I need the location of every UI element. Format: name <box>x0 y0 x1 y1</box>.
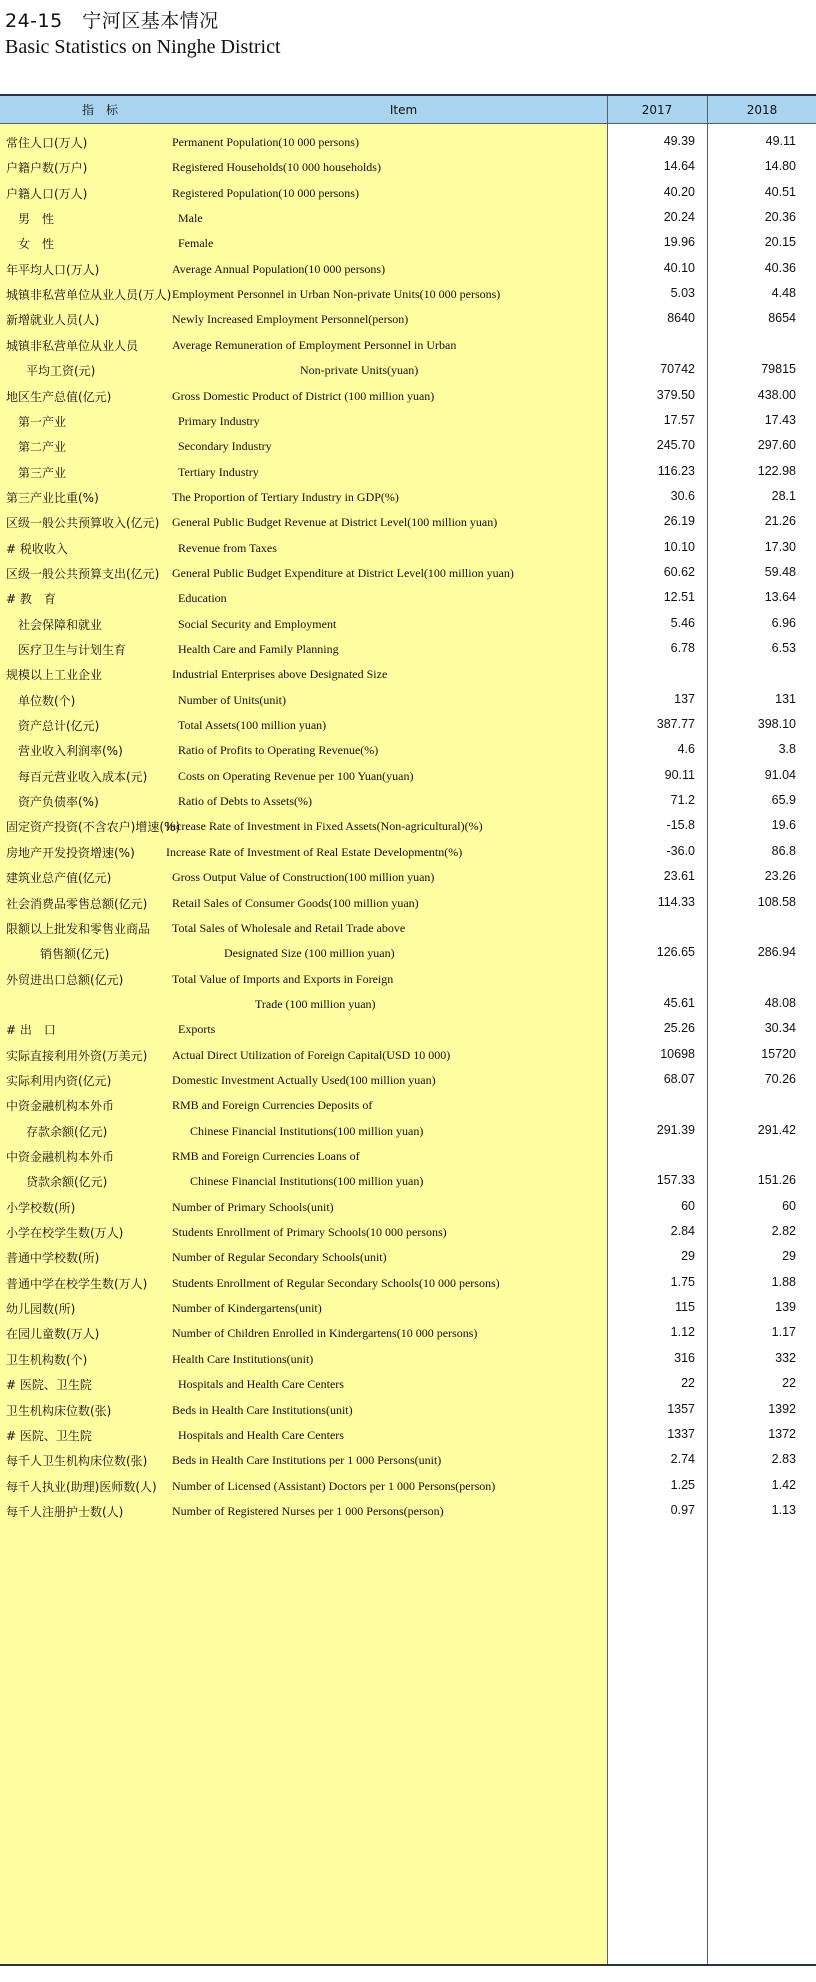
row-item-en: Female <box>178 236 214 251</box>
row-value-2017: 5.46 <box>670 615 695 630</box>
row-item-en: Primary Industry <box>178 413 260 428</box>
row-item-en: Number of Primary Schools(unit) <box>172 1199 334 1214</box>
row-value-2018: 13.64 <box>764 590 796 605</box>
row-indicator-cn: 地区生产总值(亿元) <box>6 389 112 404</box>
row-item-en: Number of Licensed (Assistant) Doctors per 1 000 Persons(person) <box>172 1478 496 1493</box>
row-value-2018: 6.53 <box>771 641 796 655</box>
table-row <box>0 1321 816 1347</box>
header-year-2017: 2017 <box>641 103 673 117</box>
row-value-2017: 379.50 <box>656 387 695 402</box>
table-row <box>0 738 816 764</box>
row-value-2018: 297.60 <box>757 438 796 453</box>
row-item-en: General Public Budget Revenue at District Level(100 million yuan) <box>172 515 498 530</box>
table-row <box>0 865 816 891</box>
row-value-2018: 4.48 <box>771 286 796 301</box>
row-indicator-cn: 第三产业 <box>18 465 67 480</box>
row-value-2018: 28.1 <box>771 488 796 503</box>
table-row <box>0 764 816 790</box>
row-value-2018: 3.8 <box>778 742 796 757</box>
table-row <box>0 460 816 486</box>
row-indicator-cn: 区级一般公共预算支出(亿元) <box>6 566 160 581</box>
table-row <box>0 384 816 410</box>
row-value-2018: 151.26 <box>757 1173 796 1188</box>
table-row <box>0 967 816 993</box>
table-row <box>0 257 816 283</box>
table-row <box>0 1296 816 1322</box>
table-row <box>0 434 816 460</box>
row-value-2017: 19.96 <box>663 235 695 250</box>
row-value-2017: 6.78 <box>670 641 695 655</box>
row-value-2018: 14.80 <box>764 159 796 174</box>
row-value-2018: 21.26 <box>764 514 796 529</box>
row-indicator-cn: 销售额(亿元) <box>40 947 110 962</box>
row-value-2018: 59.48 <box>764 564 796 579</box>
row-value-2017: 71.2 <box>670 793 695 808</box>
table-row <box>0 485 816 511</box>
row-value-2018: 438.00 <box>757 387 796 402</box>
row-value-2017: 137 <box>674 691 695 706</box>
row-indicator-cn: 第三产业比重(%) <box>6 490 99 505</box>
table-row <box>0 536 816 562</box>
table-row <box>0 1448 816 1474</box>
row-value-2017: 1.12 <box>670 1325 695 1340</box>
row-value-2018: 70.26 <box>764 1071 796 1086</box>
row-item-en: Health Care and Family Planning <box>178 642 339 656</box>
row-indicator-cn: 社会保障和就业 <box>18 617 103 632</box>
row-value-2017: 1357 <box>667 1401 695 1416</box>
row-value-2017: 316 <box>674 1350 695 1365</box>
row-indicator-cn: 每千人执业(助理)医师数(人) <box>6 1479 157 1494</box>
row-value-2017: 157.33 <box>656 1173 695 1188</box>
row-value-2018: 8654 <box>768 311 796 326</box>
row-value-2017: 90.11 <box>664 767 695 782</box>
row-item-en: Gross Output Value of Construction(100 million yuan) <box>172 870 435 885</box>
row-value-2018: 40.51 <box>764 184 796 199</box>
row-indicator-cn: 规模以上工业企业 <box>6 668 103 683</box>
table-row <box>0 612 816 638</box>
table-row <box>0 1372 816 1398</box>
row-item-en: RMB and Foreign Currencies Deposits of <box>172 1098 373 1113</box>
row-value-2018: 60 <box>782 1198 796 1213</box>
row-item-en: Costs on Operating Revenue per 100 Yuan(yuan) <box>178 768 414 783</box>
table-row <box>0 561 816 587</box>
row-value-2017: 2.74 <box>670 1452 695 1467</box>
row-indicator-cn: 小学在校学生数(万人) <box>6 1226 124 1241</box>
table-row <box>0 1169 816 1195</box>
table-row <box>0 637 816 663</box>
row-value-2018: 79815 <box>761 362 796 377</box>
row-item-en: Revenue from Taxes <box>178 540 277 555</box>
row-value-2017: 14.64 <box>663 159 695 174</box>
row-value-2018: 49.11 <box>765 134 796 148</box>
table-row <box>0 1144 816 1170</box>
row-value-2017: 1.25 <box>670 1477 695 1492</box>
row-item-en: Chinese Financial Institutions(100 million yuan) <box>190 1123 424 1138</box>
row-value-2018: 65.9 <box>771 793 796 808</box>
row-item-en: Domestic Investment Actually Used(100 million yuan) <box>172 1072 436 1087</box>
table-header <box>0 94 816 124</box>
table-row <box>0 231 816 257</box>
table-row <box>0 840 816 866</box>
row-item-en: Increase Rate of Investment in Fixed Assets(Non-agricultural)(%) <box>166 819 483 834</box>
table-row <box>0 155 816 181</box>
row-indicator-cn: # 教 育 <box>6 592 56 607</box>
row-indicator-cn: 资产总计(亿元) <box>18 719 100 734</box>
row-value-2018: 139 <box>775 1300 796 1315</box>
table-row <box>0 358 816 384</box>
row-item-en: Average Annual Population(10 000 persons) <box>172 261 386 276</box>
table-row <box>0 1245 816 1271</box>
row-item-en: Male <box>178 211 203 226</box>
row-item-en: Designated Size (100 million yuan) <box>224 946 395 961</box>
row-value-2017: 291.39 <box>656 1122 695 1137</box>
row-indicator-cn: 资产负债率(%) <box>18 795 99 810</box>
row-indicator-cn: 第二产业 <box>18 440 67 455</box>
row-indicator-cn: 卫生机构数(个) <box>6 1352 88 1367</box>
table-row <box>0 916 816 942</box>
row-item-en: Number of Children Enrolled in Kindergartens(10 000 persons) <box>172 1326 478 1341</box>
row-item-en: Total Sales of Wholesale and Retail Trade above <box>172 920 406 935</box>
row-value-2017: 60.62 <box>663 564 695 579</box>
row-value-2018: 398.10 <box>757 717 796 732</box>
row-indicator-cn: 常住人口(万人) <box>6 136 88 150</box>
row-indicator-cn: 实际利用内资(亿元) <box>6 1073 112 1088</box>
row-value-2017: 114.33 <box>657 894 695 909</box>
row-value-2018: 20.15 <box>764 235 796 250</box>
row-item-en: Industrial Enterprises above Designated Size <box>172 667 388 682</box>
row-indicator-cn: 实际直接利用外资(万美元) <box>6 1048 148 1063</box>
row-indicator-cn: 城镇非私营单位从业人员 <box>6 338 139 353</box>
row-item-en: Non-private Units(yuan) <box>300 363 419 378</box>
row-value-2017: 22 <box>681 1376 695 1391</box>
table-row <box>0 1093 816 1119</box>
row-item-en: Hospitals and Health Care Centers <box>178 1377 344 1392</box>
row-value-2018: 2.83 <box>771 1452 796 1467</box>
row-value-2018: 1.42 <box>771 1477 796 1492</box>
row-indicator-cn: 新增就业人员(人) <box>6 313 100 328</box>
row-indicator-cn: 年平均人口(万人) <box>6 262 100 277</box>
header-year-2018: 2018 <box>746 103 778 117</box>
table-row <box>0 333 816 359</box>
row-indicator-cn: 平均工资(元) <box>26 364 96 379</box>
row-value-2018: 86.8 <box>771 843 796 858</box>
row-indicator-cn: 卫生机构床位数(张) <box>6 1403 112 1418</box>
row-value-2018: 17.43 <box>764 412 796 427</box>
table-row <box>0 1195 816 1221</box>
row-item-en: Registered Households(10 000 households) <box>172 160 381 175</box>
row-value-2018: 1372 <box>768 1426 796 1441</box>
row-value-2018: 23.26 <box>764 869 796 884</box>
table-row <box>0 713 816 739</box>
table-row <box>0 1119 816 1145</box>
row-item-en: Beds in Health Care Institutions per 1 000 Persons(unit) <box>172 1453 442 1468</box>
row-indicator-cn: 营业收入利润率(%) <box>18 744 123 759</box>
row-indicator-cn: 在园儿童数(万人) <box>6 1327 100 1342</box>
row-item-en: The Proportion of Tertiary Industry in GDP(%) <box>172 489 399 504</box>
row-item-en: Number of Registered Nurses per 1 000 Persons(person) <box>172 1503 444 1518</box>
table-row <box>0 1423 816 1449</box>
table-row <box>0 992 816 1018</box>
table-row <box>0 814 816 840</box>
row-value-2018: 15720 <box>761 1046 796 1061</box>
row-value-2017: 70742 <box>660 362 695 377</box>
row-indicator-cn: 医疗卫生与计划生育 <box>18 643 127 657</box>
table-row <box>0 662 816 688</box>
row-value-2018: 22 <box>782 1376 796 1391</box>
row-item-en: Average Remuneration of Employment Personnel in Urban <box>172 337 457 352</box>
row-item-en: Retail Sales of Consumer Goods(100 million yuan) <box>172 895 419 910</box>
row-item-en: Trade (100 million yuan) <box>255 996 376 1011</box>
row-indicator-cn: 房地产开发投资增速(%) <box>6 845 135 860</box>
table-row <box>0 181 816 207</box>
row-indicator-cn: 存款余额(亿元) <box>26 1124 108 1139</box>
row-value-2017: 25.26 <box>663 1021 695 1036</box>
table-row <box>0 1271 816 1297</box>
row-value-2018: 1.13 <box>771 1502 796 1517</box>
row-value-2017: 29 <box>681 1249 695 1264</box>
row-value-2017: 126.65 <box>656 945 695 960</box>
table-row <box>0 1220 816 1246</box>
row-value-2017: 26.19 <box>663 514 695 529</box>
table-row <box>0 688 816 714</box>
row-value-2018: 1.17 <box>771 1325 796 1340</box>
row-value-2017: 23.61 <box>663 869 695 884</box>
row-indicator-cn: 单位数(个) <box>18 693 76 708</box>
row-item-en: Exports <box>178 1022 216 1037</box>
row-item-en: Secondary Industry <box>178 439 272 454</box>
row-value-2018: 2.82 <box>771 1224 796 1239</box>
row-value-2018: 291.42 <box>757 1122 796 1137</box>
row-item-en: Number of Units(unit) <box>178 692 286 707</box>
table-title-en: Basic Statistics on Ninghe District <box>5 36 281 58</box>
row-value-2018: 30.34 <box>764 1021 796 1036</box>
row-item-en: Total Assets(100 million yuan) <box>178 718 327 733</box>
table-row <box>0 586 816 612</box>
row-indicator-cn: 每千人卫生机构床位数(张) <box>6 1454 148 1469</box>
row-item-en: RMB and Foreign Currencies Loans of <box>172 1149 360 1163</box>
header-indicator: 指 标 <box>81 103 118 117</box>
row-value-2017: 4.6 <box>677 742 695 757</box>
row-indicator-cn: # 出 口 <box>6 1023 56 1038</box>
row-value-2018: 17.30 <box>764 539 796 554</box>
table-row <box>0 1398 816 1424</box>
row-indicator-cn: 外贸进出口总额(亿元) <box>6 972 124 987</box>
row-indicator-cn: # 医院、卫生院 <box>6 1378 92 1393</box>
row-item-en: Hospitals and Health Care Centers <box>178 1427 344 1442</box>
row-value-2017: 5.03 <box>670 286 695 301</box>
row-indicator-cn: 建筑业总产值(亿元) <box>6 871 112 886</box>
row-item-en: Ratio of Profits to Operating Revenue(%) <box>178 743 379 758</box>
table-row <box>0 282 816 308</box>
row-item-en: Number of Regular Secondary Schools(unit) <box>172 1250 387 1265</box>
table-row <box>0 1499 816 1525</box>
table-row <box>0 1474 816 1500</box>
row-item-en: Gross Domestic Product of District (100 million yuan) <box>172 388 435 403</box>
row-value-2017: 12.51 <box>663 590 695 605</box>
row-value-2017: 1.75 <box>670 1274 695 1289</box>
row-indicator-cn: 中资金融机构本外币 <box>6 1099 115 1114</box>
header-item: Item <box>389 103 418 117</box>
row-item-en: Students Enrollment of Regular Secondary Schools(10 000 persons) <box>172 1275 500 1290</box>
table-bottom-rule <box>0 1964 816 1966</box>
row-indicator-cn: 每百元营业收入成本(元) <box>18 769 148 784</box>
table-row <box>0 510 816 536</box>
row-indicator-cn: 中资金融机构本外币 <box>6 1150 115 1164</box>
row-indicator-cn: 户籍户数(万户) <box>6 161 88 176</box>
row-indicator-cn: 幼儿园数(所) <box>6 1302 76 1317</box>
row-item-en: General Public Budget Expenditure at District Level(100 million yuan) <box>172 565 514 580</box>
row-item-en: Beds in Health Care Institutions(unit) <box>172 1402 353 1417</box>
row-value-2017: 30.6 <box>670 488 695 503</box>
table-row <box>0 206 816 232</box>
table-row <box>0 1347 816 1373</box>
row-value-2017: 40.20 <box>663 184 695 199</box>
table-row <box>0 409 816 435</box>
row-indicator-cn: 男 性 <box>18 212 55 227</box>
row-indicator-cn: # 医院、卫生院 <box>6 1428 92 1443</box>
row-item-en: Increase Rate of Investment of Real Estate Developmentn(%) <box>166 844 463 859</box>
row-indicator-cn: 第一产业 <box>18 414 67 429</box>
row-indicator-cn: 普通中学校数(所) <box>6 1251 100 1266</box>
row-value-2017: 245.70 <box>656 438 695 453</box>
row-item-en: Registered Population(10 000 persons) <box>172 185 359 200</box>
row-value-2018: 131 <box>775 691 796 706</box>
table-title-cn: 24-15 宁河区基本情况 <box>5 10 219 32</box>
row-item-en: Chinese Financial Institutions(100 million yuan) <box>190 1174 424 1189</box>
row-indicator-cn: 区级一般公共预算收入(亿元) <box>6 516 160 531</box>
row-item-en: Social Security and Employment <box>178 616 337 631</box>
row-value-2017: 10.10 <box>663 539 695 554</box>
row-value-2018: 48.08 <box>764 995 796 1010</box>
row-value-2018: 108.58 <box>757 894 796 909</box>
row-item-en: Health Care Institutions(unit) <box>172 1351 314 1366</box>
row-value-2017: 45.61 <box>663 995 695 1010</box>
table-row <box>0 130 816 156</box>
row-indicator-cn: 每千人注册护士数(人) <box>6 1504 124 1519</box>
row-value-2018: 40.36 <box>764 260 796 275</box>
row-value-2018: 91.04 <box>764 767 796 782</box>
row-indicator-cn: 社会消费品零售总额(亿元) <box>6 896 148 911</box>
row-item-en: Education <box>178 591 227 606</box>
table-row <box>0 789 816 815</box>
row-indicator-cn: 户籍人口(万人) <box>6 186 88 201</box>
row-indicator-cn: # 税收收入 <box>6 541 68 556</box>
row-indicator-cn: 固定资产投资(不含农户)增速(%) <box>6 820 181 835</box>
row-value-2017: 49.39 <box>663 134 695 148</box>
row-value-2017: 115 <box>675 1300 695 1315</box>
row-value-2017: 40.10 <box>663 260 695 275</box>
row-item-en: Students Enrollment of Primary Schools(10 000 persons) <box>172 1225 447 1240</box>
row-value-2018: 20.36 <box>764 210 796 225</box>
row-value-2018: 1.88 <box>771 1274 796 1289</box>
row-value-2017: 60 <box>681 1198 695 1213</box>
row-value-2017: 0.97 <box>670 1502 695 1517</box>
table-row <box>0 307 816 333</box>
row-value-2017: 387.77 <box>656 717 695 732</box>
row-indicator-cn: 限额以上批发和零售业商品 <box>6 921 151 936</box>
table-row <box>0 1017 816 1043</box>
row-value-2018: 19.6 <box>771 818 796 833</box>
row-value-2018: 6.96 <box>771 615 796 630</box>
row-value-2017: -15.8 <box>666 818 695 833</box>
row-value-2017: 17.57 <box>663 412 695 427</box>
row-indicator-cn: 女 性 <box>18 237 55 252</box>
row-value-2017: 10698 <box>660 1046 695 1061</box>
row-indicator-cn: 小学校数(所) <box>6 1200 76 1215</box>
table-row <box>0 891 816 917</box>
row-item-en: Ratio of Debts to Assets(%) <box>178 794 312 809</box>
row-indicator-cn: 贷款余额(亿元) <box>26 1175 108 1190</box>
row-value-2017: -36.0 <box>666 843 695 858</box>
row-item-en: Actual Direct Utilization of Foreign Capital(USD 10 000) <box>172 1047 451 1062</box>
row-value-2018: 1392 <box>768 1401 796 1416</box>
row-value-2018: 286.94 <box>757 945 796 960</box>
row-value-2017: 1337 <box>667 1426 695 1441</box>
row-value-2017: 116.23 <box>657 463 695 478</box>
row-indicator-cn: 城镇非私营单位从业人员(万人) <box>6 288 172 303</box>
table-row <box>0 1043 816 1069</box>
table-row <box>0 1068 816 1094</box>
row-value-2017: 2.84 <box>670 1224 695 1239</box>
row-indicator-cn: 普通中学在校学生数(万人) <box>6 1276 148 1291</box>
row-item-en: Employment Personnel in Urban Non-private Units(10 000 persons) <box>172 287 501 302</box>
table-row <box>0 941 816 967</box>
row-value-2017: 8640 <box>667 311 695 326</box>
row-item-en: Permanent Population(10 000 persons) <box>172 135 359 149</box>
row-item-en: Tertiary Industry <box>178 464 259 479</box>
row-value-2017: 68.07 <box>663 1071 695 1086</box>
row-item-en: Number of Kindergartens(unit) <box>172 1301 322 1316</box>
row-value-2018: 332 <box>775 1350 796 1365</box>
row-item-en: Newly Increased Employment Personnel(person) <box>172 312 409 327</box>
row-value-2017: 20.24 <box>663 210 695 225</box>
row-value-2018: 122.98 <box>757 463 796 478</box>
row-item-en: Total Value of Imports and Exports in Foreign <box>172 971 394 986</box>
row-value-2018: 29 <box>782 1249 796 1264</box>
